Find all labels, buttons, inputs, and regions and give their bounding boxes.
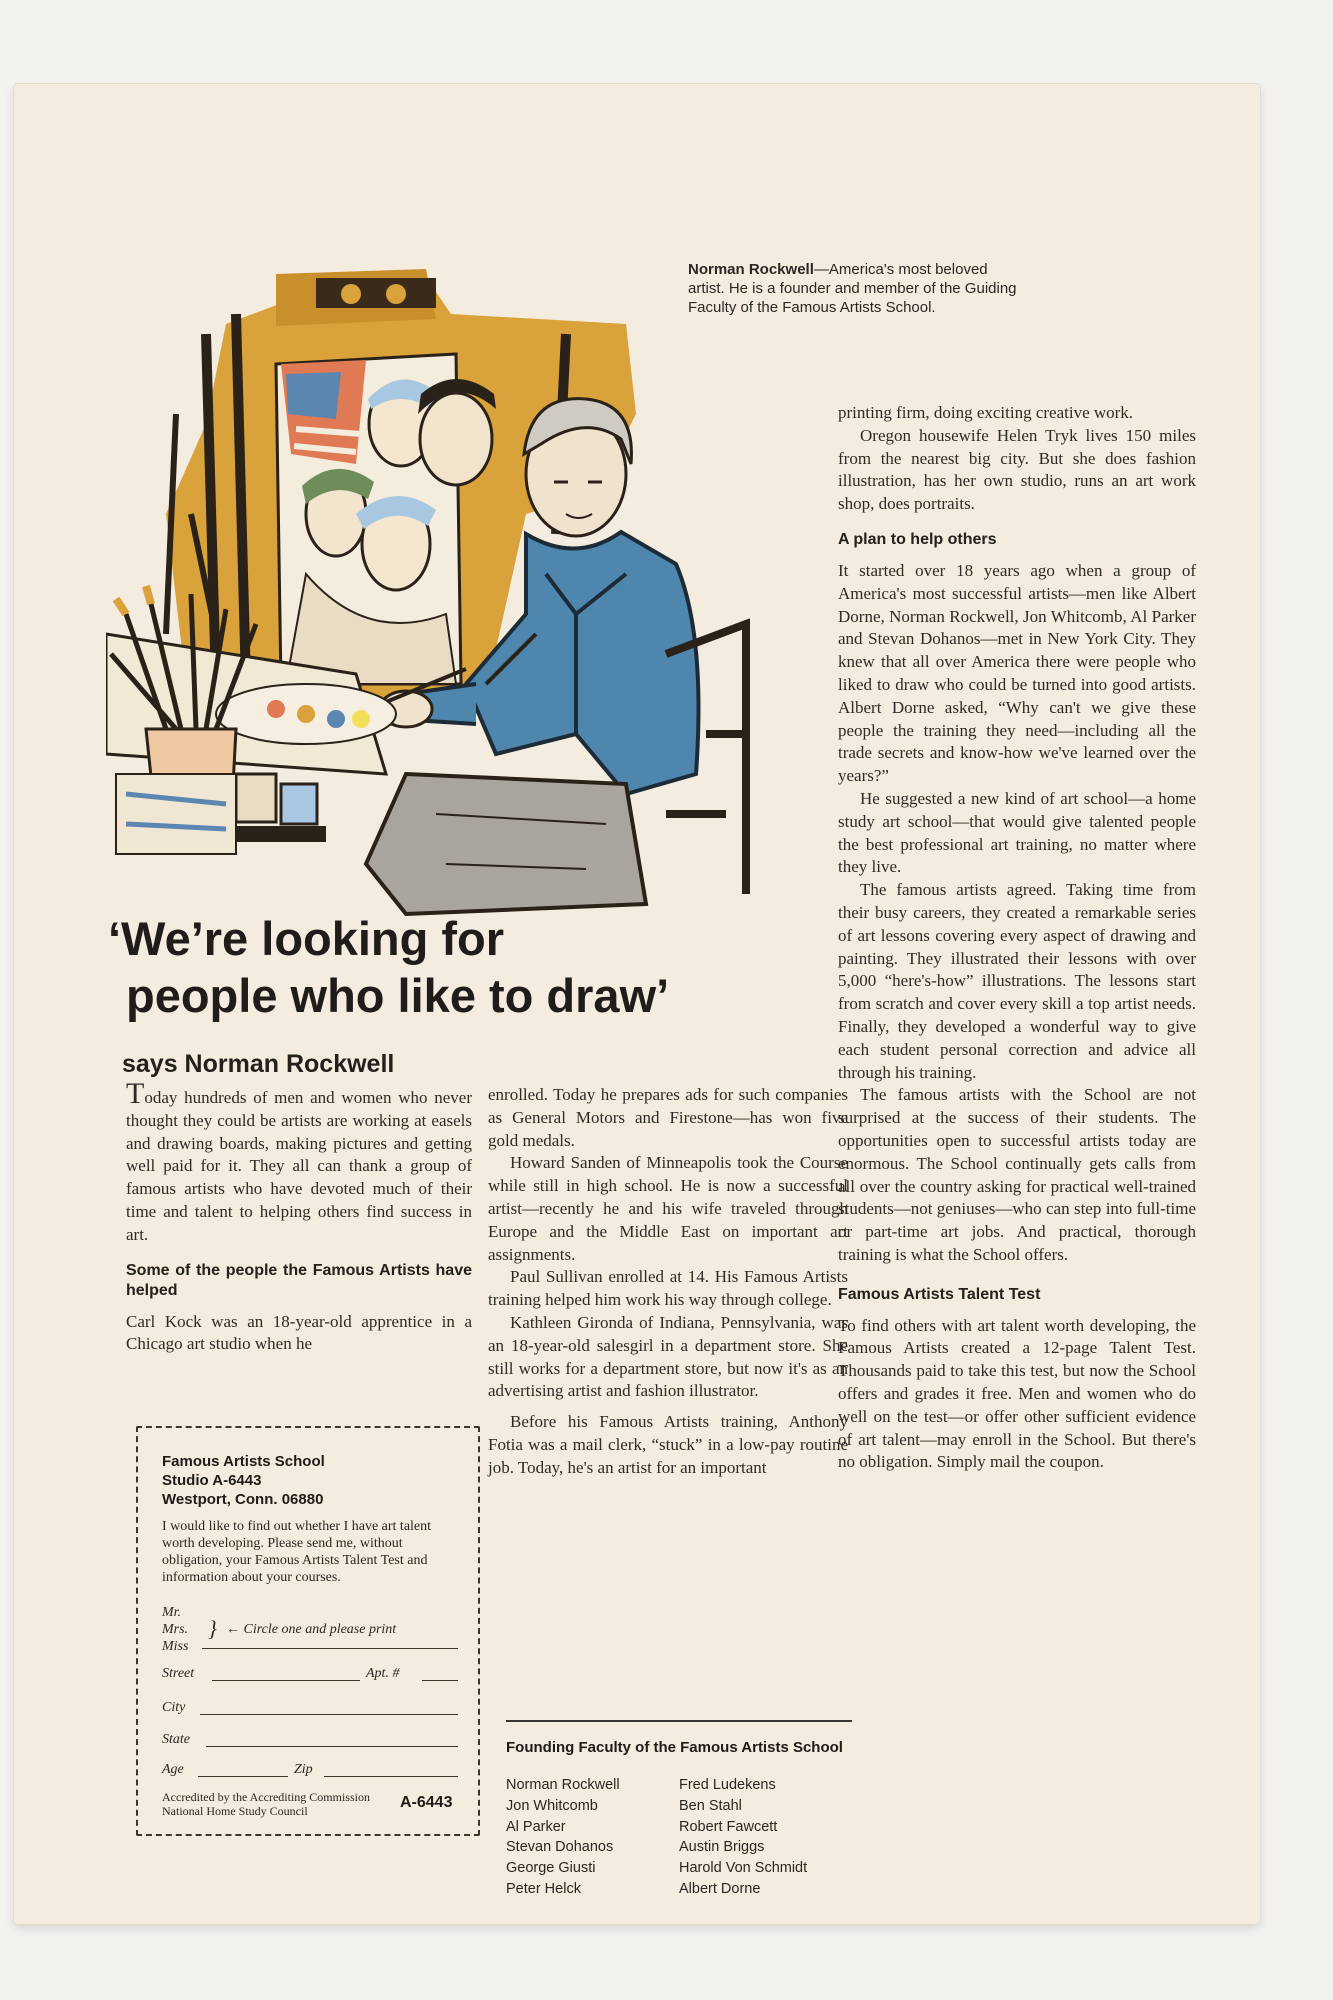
- column-2: [488, 1084, 848, 1480]
- accreditation-note: Accredited by the Accrediting Commission National Home Study Council: [162, 1790, 370, 1818]
- faculty-name: Albert Dorne: [679, 1880, 761, 1897]
- paragraph: enrolled. Today he prepares ads for such companies as General Motors and Firestone—has won five gold medals.: [488, 1085, 848, 1150]
- illustration-caption: [688, 260, 1028, 317]
- faculty-column-2: [679, 1775, 852, 1900]
- section-title-helped: Some of the people the Famous Artists have helped: [126, 1261, 472, 1299]
- paragraph: printing firm, doing exciting creative work.: [838, 403, 1134, 422]
- faculty-title: Founding Faculty of the Famous Artists School: [506, 1739, 843, 1756]
- faculty-name: Peter Helck: [506, 1880, 581, 1897]
- subhead: says Norman Rockwell: [122, 1050, 395, 1078]
- faculty-name: Austin Briggs: [679, 1839, 765, 1856]
- caption-text: —America's most beloved artist. He is a founder and member of the Guiding Faculty of the Famous Artists School.: [688, 261, 1017, 316]
- faculty-name: Norman Rockwell: [506, 1777, 620, 1793]
- zip-field[interactable]: [324, 1776, 458, 1777]
- divider: [506, 1720, 852, 1722]
- coupon-code: A-6443: [400, 1794, 453, 1811]
- age-label: Age: [162, 1762, 184, 1777]
- brace-icon: }: [208, 1616, 217, 1641]
- street-field[interactable]: [212, 1680, 360, 1681]
- faculty-name: Ben Stahl: [679, 1797, 742, 1814]
- faculty-name: Jon Whitcomb: [506, 1797, 598, 1814]
- paragraph: He suggested a new kind of art school—a home study art school—that would give talented people the best professional art training, no matter where they live.: [838, 788, 1196, 877]
- paragraph: Howard Sanden of Minneapolis took the Course while still in high school. He is now a successful artist—recently he and his wife traveled through Europe and the Middle East on important art assignments.: [488, 1153, 848, 1264]
- coupon-address: Famous Artists School Studio A-6443 Westport, Conn. 06880: [162, 1453, 325, 1508]
- faculty-list: [506, 1775, 852, 1900]
- rockwell-illustration: [106, 214, 806, 974]
- intro-paragraph: Today hundreds of men and women who never thought they could be artists are working at easels and drawing boards, making pictures and getting well paid for it. They all can thank a group of famous artists who have devoted much of their time and talent to helping others find success in art.: [126, 1077, 472, 1244]
- apt-label: Apt. #: [366, 1666, 400, 1681]
- faculty-name: Harold Von Schmidt: [679, 1860, 808, 1877]
- faculty-column-1: [506, 1775, 679, 1900]
- apt-field[interactable]: [422, 1680, 458, 1681]
- faculty-name: Robert Fawcett: [679, 1818, 778, 1835]
- headline-line-2: people who like to draw’: [126, 969, 670, 1022]
- age-field[interactable]: [198, 1776, 288, 1777]
- paragraph: The famous artists agreed. Taking time from their busy careers, they created a remarkable series of art lessons covering every aspect of drawing and painting. They illustrated their lessons with over 5,000 “here's-how” illustrations. The lessons start from scratch and cover every skill a top artist needs. Finally, they developed a wonderful way to give each student personal correction and advice all through his training.: [838, 880, 1196, 1082]
- zip-label: Zip: [294, 1762, 313, 1777]
- paragraph: Before his Famous Artists training, Anthony Fotia was a mail clerk, “stuck” in a low-pay routine job. Today, he's an artist for an important: [488, 1412, 848, 1477]
- faculty-name: Fred Ludekens: [679, 1777, 776, 1793]
- state-label: State: [162, 1732, 190, 1747]
- column-3: [838, 402, 1196, 1474]
- mail-coupon[interactable]: [136, 1426, 480, 1836]
- coupon-request-text: I would like to find out whether I have art talent worth developing. Please send me, without obligation, your Famous Artists Talent Test and information about your courses.: [162, 1519, 432, 1585]
- paragraph: To find others with art talent worth developing, the Famous Artists created a 12-page Talent Test. Thousands paid to take this test, but now the School offers and grades it free. Men and women who do well on the test—or offer other sufficient evidence of art talent—may enroll in the School. But there's no obligation. Simply mail the coupon.: [838, 1315, 1196, 1472]
- column-1: [126, 1077, 472, 1356]
- section-title-talent-test: Famous Artists Talent Test: [838, 1285, 1041, 1303]
- faculty-name: Stevan Dohanos: [506, 1839, 614, 1856]
- faculty-name: Al Parker: [506, 1818, 566, 1835]
- caption-name: Norman Rockwell: [688, 261, 814, 278]
- state-field[interactable]: [206, 1746, 458, 1747]
- drop-cap: T: [126, 1077, 145, 1110]
- headline-line-1: ‘We’re looking for: [108, 912, 505, 965]
- paragraph-carl-kock: Carl Kock was an 18-year-old apprentice in a Chicago art studio when he: [126, 1311, 472, 1354]
- paragraph: Kathleen Gironda of Indiana, Pennsylvania, was an 18-year-old salesgirl in a department store. She still works for a department store, but now it's as an advertising artist and fashion illustrator.: [488, 1312, 848, 1401]
- street-label: Street: [162, 1666, 195, 1681]
- title-options[interactable]: Mr. Mrs. Miss: [162, 1605, 189, 1654]
- paragraph: The famous artists with the School are not surprised at the success of their students. The opportunities open to successful artists today are enormous. The School continually gets calls from all over the country asking for practical well-trained students—not geniuses—who can step into full-time or part-time art jobs. And practical, thorough training is what the School offers.: [838, 1085, 1196, 1264]
- circle-note: ← Circle one and please print: [226, 1622, 397, 1637]
- magazine-back-cover: [14, 84, 1260, 1924]
- section-title-plan: A plan to help others: [838, 530, 997, 548]
- founding-faculty: [506, 1720, 852, 1900]
- city-label: City: [162, 1700, 186, 1715]
- headline: [108, 910, 808, 1024]
- paragraph: Paul Sullivan enrolled at 14. His Famous Artists training helped him work his way through college.: [488, 1267, 848, 1310]
- paragraph: It started over 18 years ago when a group of America's most successful artists—men like Albert Dorne, Norman Rockwell, Jon Whitcomb, Al Parker and Stevan Dohanos—met in New York City. They knew that all over America there were people who liked to draw who could be turned into good artists. Albert Dorne asked, “Why can't we give these people the training they need—including all the trade secrets and know-how we've learned over the years?”: [838, 560, 1196, 786]
- city-field[interactable]: [200, 1714, 458, 1715]
- faculty-name: George Giusti: [506, 1860, 596, 1877]
- name-line[interactable]: [202, 1648, 458, 1649]
- paragraph: Oregon housewife Helen Tryk lives 150 miles from the nearest big city. But she does fashion illustration, has her own studio, runs an art work shop, does portraits.: [838, 425, 1196, 514]
